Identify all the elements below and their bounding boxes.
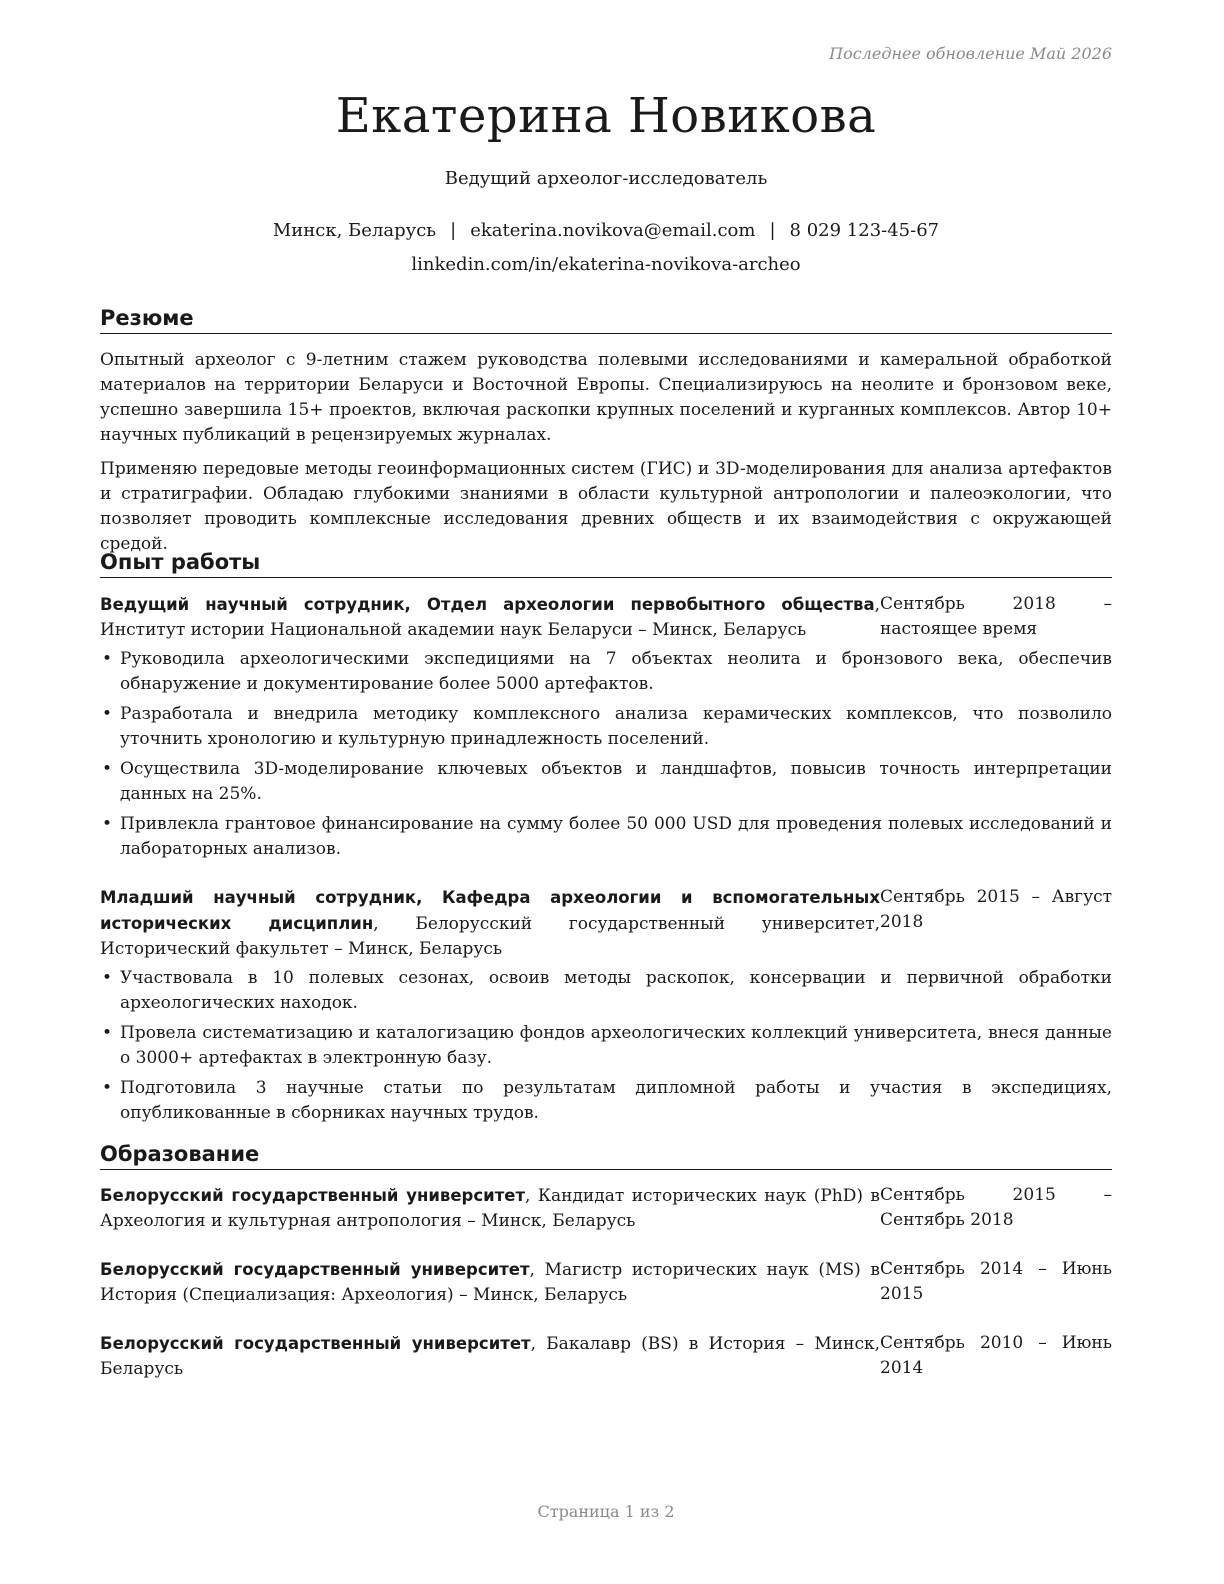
page-number: Страница 1 из 2 (537, 1502, 675, 1521)
section-title-experience: Опыт работы (100, 548, 1112, 578)
degree: , Кандидат исторических наук (PhD) в Археология и культурная антропология – Минск, Беларусь (100, 1186, 880, 1231)
summary-paragraph-2: Применяю передовые методы геоинформационных систем (ГИС) и 3D-моделирования для анализа артефактов и стратиграфии. Обладаю глубокими знаниями в области культурной антропологии и палеоэкологии, что позволяет проводить комплексные исследования древних обществ и их взаимодействия с окружающей средой. (100, 459, 1112, 554)
phone: 8 029 123-45-67 (789, 220, 940, 241)
education-details (100, 1331, 880, 1382)
summary-paragraph-1: Опытный археолог с 9-летним стажем руководства полевыми исследованиями и камеральной обработкой материалов на территории Беларуси и Восточной Европы. Специализируюсь на неолите и бронзовом веке, успешно завершила 15+ проектов, включая раскопки крупных поселений и курганных комплексов. Автор 10+ научных публикаций в рецензируемых журналах. (100, 350, 1112, 445)
job-dates: Сентябрь 2015 – Август 2018 (880, 887, 1112, 932)
degree: , Магистр исторических наук (MS) в История (Специализация: Археология) – Минск, Беларусь (100, 1260, 880, 1305)
list-item: • Провела систематизацию и каталогизацию фондов археологических коллекций университета, внеся данные о 3000+ артефактах в электронную базу. (100, 1021, 1112, 1071)
list-item: • Осуществила 3D-моделирование ключевых объектов и ландшафтов, повысив точность интерпретации данных на 25%. (100, 757, 1112, 807)
separator: | (769, 220, 776, 241)
job-title (100, 592, 880, 643)
last-updated: Последнее обновление Май 2026 (829, 44, 1112, 63)
education-dates: Сентябрь 2014 – Июнь 2015 (880, 1259, 1112, 1304)
education-entry (100, 1183, 1112, 1234)
school-name: Белорусский государственный университет (100, 1334, 531, 1353)
job-entry (100, 885, 1112, 1131)
linkedin-link[interactable]: linkedin.com/in/ekaterina-novikova-archeo (411, 254, 801, 275)
email-link[interactable]: ekaterina.novikova@email.com (470, 220, 756, 241)
job-achievements (100, 647, 1112, 862)
job-dates: Сентябрь 2018 – настоящее время (880, 594, 1112, 639)
section-title-education: Образование (100, 1140, 1112, 1170)
separator: | (450, 220, 457, 241)
candidate-role: Ведущий археолог-исследователь (444, 168, 768, 189)
list-item: • Привлекла грантовое финансирование на сумму более 50 000 USD для проведения полевых исследований и лабораторных анализов. (100, 812, 1112, 862)
list-item: • Участвовала в 10 полевых сезонах, освоив методы раскопок, консервации и первичной обработки археологических находок. (100, 966, 1112, 1016)
degree: , Бакалавр (BS) в История – Минск, Беларусь (100, 1334, 881, 1379)
education-details (100, 1183, 880, 1234)
list-item: • Подготовила 3 научные статьи по результатам дипломной работы и участия в экспедициях, опубликованные в сборниках научных трудов. (100, 1076, 1112, 1126)
list-item: • Разработала и внедрила методику комплексного анализа керамических комплексов, что позволило уточнить хронологию и культурную принадлежность поселений. (100, 702, 1112, 752)
job-entry (100, 592, 1112, 867)
education-entry (100, 1331, 1112, 1382)
contact-line (100, 220, 1112, 241)
school-name: Белорусский государственный университет (100, 1260, 530, 1279)
location: Минск, Беларусь (272, 220, 437, 241)
education-entry (100, 1257, 1112, 1308)
job-achievements (100, 966, 1112, 1126)
list-item: • Руководила археологическими экспедициями на 7 объектах неолита и бронзового века, обеспечив обнаружение и документирование более 5000 артефактов. (100, 647, 1112, 697)
resume-page (100, 0, 1112, 1584)
school-name: Белорусский государственный университет (100, 1186, 526, 1205)
section-title-summary: Резюме (100, 304, 1112, 334)
education-dates: Сентябрь 2010 – Июнь 2014 (880, 1333, 1112, 1378)
job-position: Ведущий научный сотрудник, Отдел археологии первобытного общества (100, 595, 875, 614)
job-position: Младший научный сотрудник, Кафедра археологии и вспомогательных исторических дисциплин (100, 888, 880, 933)
candidate-name: Екатерина Новикова (335, 88, 877, 144)
job-organization: , Институт истории Национальной академии наук Беларуси – Минск, Беларусь (100, 595, 880, 640)
job-organization: , Белорусский государственный университет, Исторический факультет – Минск, Беларусь (100, 914, 881, 959)
education-dates: Сентябрь 2015 – Сентябрь 2018 (880, 1185, 1112, 1230)
education-details (100, 1257, 880, 1308)
job-title (100, 885, 880, 962)
